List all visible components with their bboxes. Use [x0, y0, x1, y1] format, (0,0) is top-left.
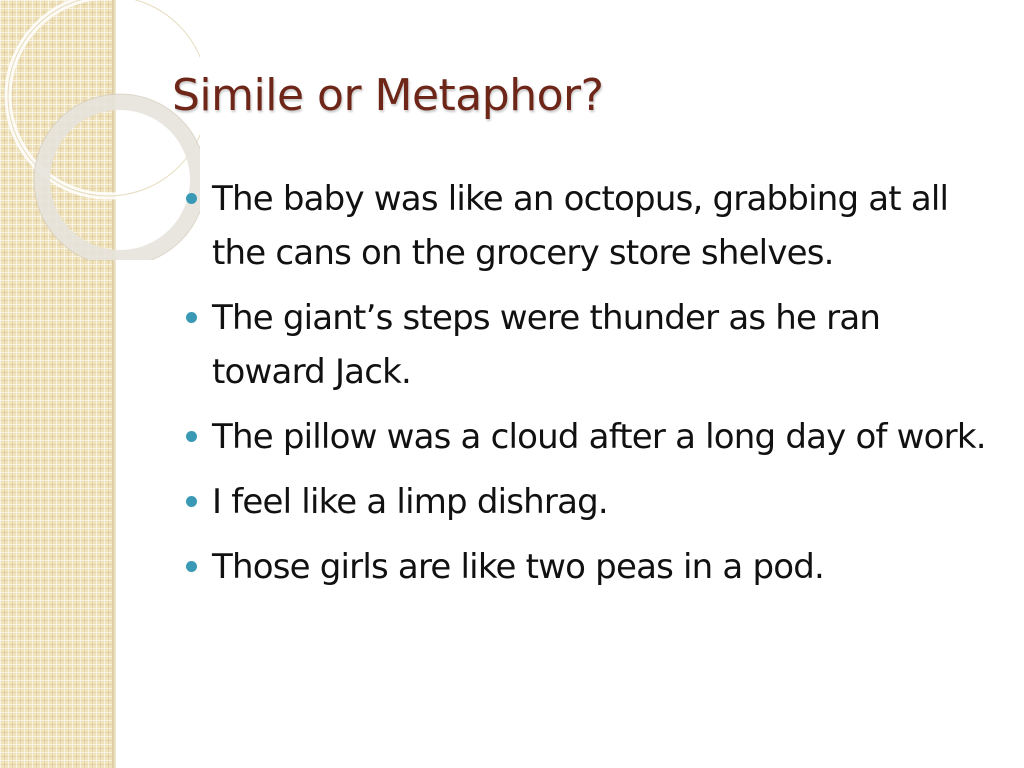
- bullet-dot-icon: [186, 193, 197, 204]
- bullet-dot-icon: [186, 561, 197, 572]
- bullet-dot-icon: [186, 496, 197, 507]
- bullet-text: The baby was like an octopus, grabbing at all the cans on the grocery store shelves.: [212, 179, 949, 273]
- bullet-list: [186, 172, 996, 605]
- decorative-rings: [0, 0, 200, 260]
- bullet-item: [186, 172, 996, 280]
- bullet-item: [186, 410, 996, 464]
- bullet-item: [186, 540, 996, 594]
- bullet-dot-icon: [186, 312, 197, 323]
- bullet-text: I feel like a limp dishrag.: [212, 482, 608, 522]
- bullet-dot-icon: [186, 431, 197, 442]
- slide-title: Simile or Metaphor?: [172, 70, 604, 121]
- bullet-item: [186, 291, 996, 399]
- bullet-text: Those girls are like two peas in a pod.: [212, 547, 825, 587]
- bullet-text: The giant’s steps were thunder as he ran toward Jack.: [212, 298, 881, 392]
- bullet-text: The pillow was a cloud after a long day of work.: [212, 417, 986, 457]
- bullet-item: [186, 475, 996, 529]
